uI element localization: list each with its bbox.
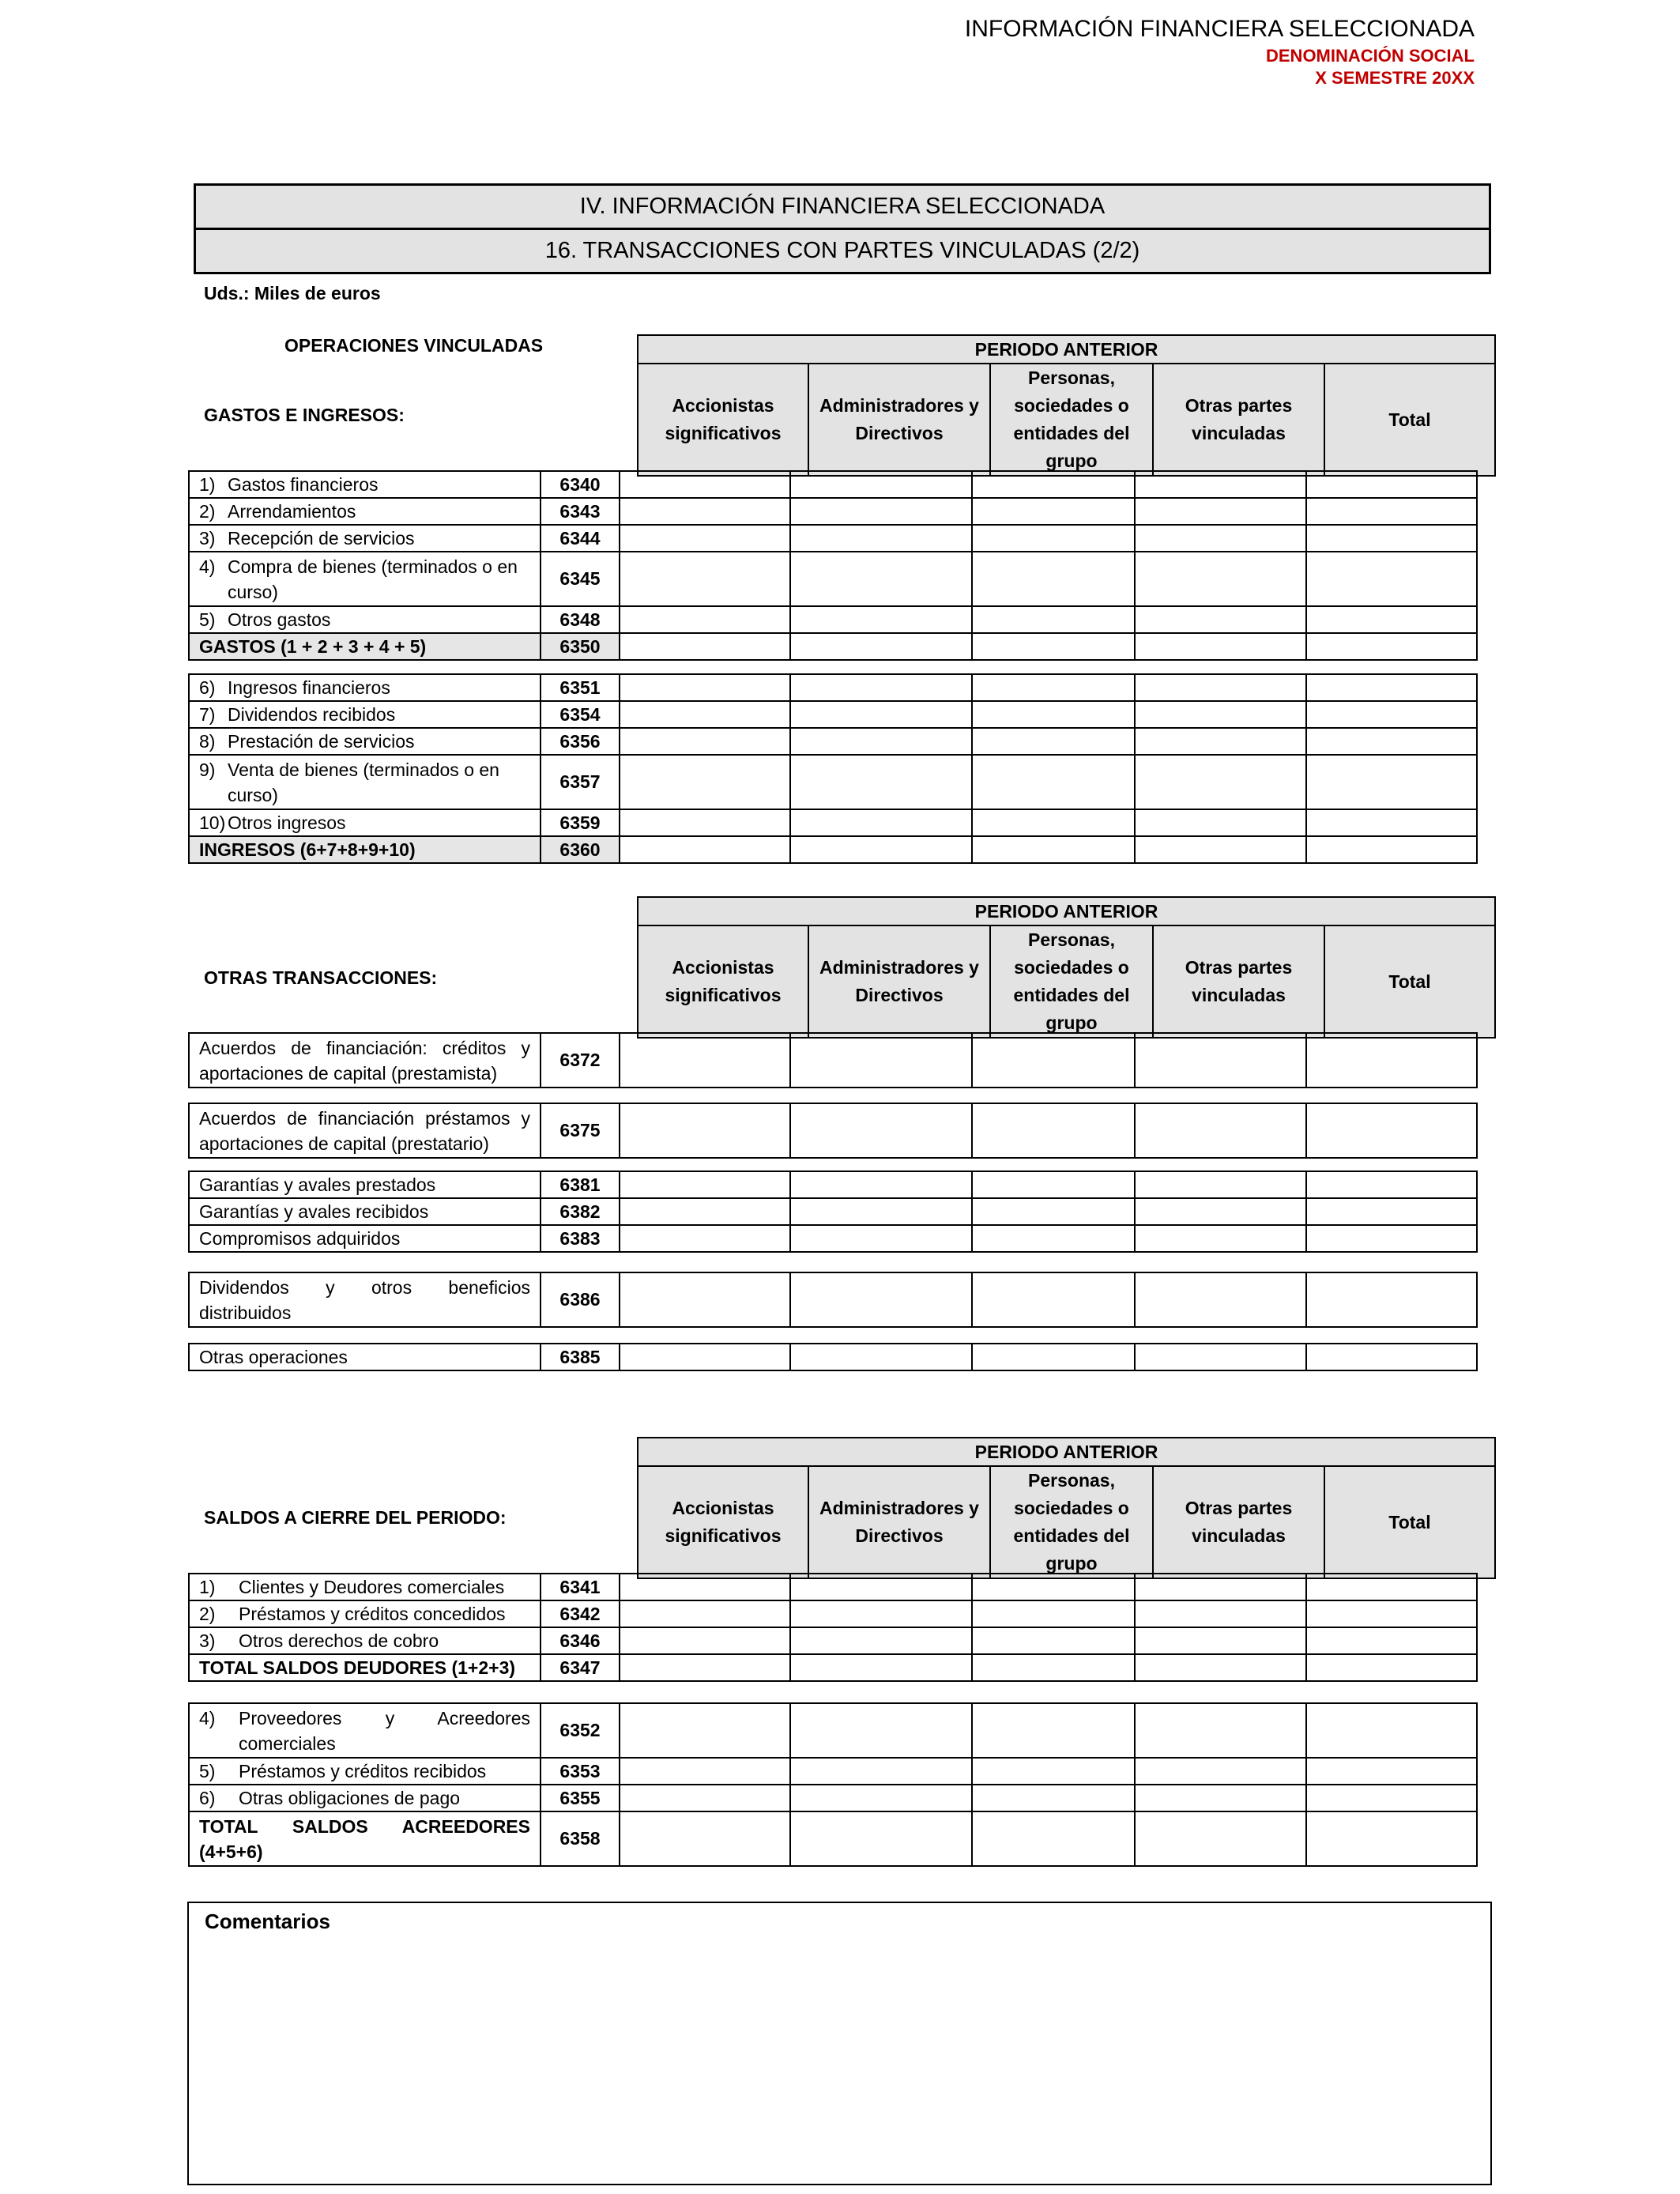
value-cell[interactable] [1135,1272,1306,1327]
value-cell[interactable] [620,1758,790,1785]
value-cell[interactable] [1306,1272,1477,1327]
value-cell[interactable] [1135,1225,1306,1252]
value-cell[interactable] [620,1811,790,1866]
saldos-label: SALDOS A CIERRE DEL PERIODO: [204,1507,507,1528]
value-cell[interactable] [1135,1654,1306,1681]
value-cell[interactable] [1306,1225,1477,1252]
value-cell[interactable] [620,1344,790,1370]
row-label: 1) Clientes y Deudores comerciales [189,1574,541,1600]
value-cell[interactable] [1306,1103,1477,1158]
value-cell[interactable] [1306,701,1477,728]
value-cell[interactable] [620,1654,790,1681]
row-code: 6350 [541,633,620,660]
row-code: 6346 [541,1627,620,1654]
row-label: 3) Otros derechos de cobro [189,1627,541,1654]
value-cell[interactable] [1306,1758,1477,1785]
value-cell[interactable] [1135,525,1306,552]
col-accionistas: Accionistas significativos [638,925,808,1038]
value-cell[interactable] [620,525,790,552]
value-cell[interactable] [972,1574,1135,1600]
value-cell[interactable] [1306,809,1477,836]
table-row [189,1600,1477,1627]
value-cell[interactable] [620,1627,790,1654]
table-row [189,1627,1477,1654]
value-cell[interactable] [1135,755,1306,809]
row-code: 6343 [541,498,620,525]
value-cell[interactable] [972,1785,1135,1811]
value-cell[interactable] [790,498,972,525]
value-cell[interactable] [1135,728,1306,755]
total-row [189,633,1477,660]
table-row [189,1574,1477,1600]
table-row [189,1225,1477,1252]
value-cell[interactable] [620,1703,790,1758]
value-cell[interactable] [972,1627,1135,1654]
row-code: 6345 [541,552,620,606]
table-row [189,552,1477,606]
row-code: 6340 [541,471,620,498]
value-cell[interactable] [972,633,1135,660]
value-cell[interactable] [972,525,1135,552]
row-code: 6354 [541,701,620,728]
value-cell[interactable] [790,471,972,498]
row-label: Dividendos y otros beneficios distribuidos [189,1272,541,1327]
value-cell[interactable] [972,728,1135,755]
table-row [189,1272,1477,1327]
row-label: 5) Préstamos y créditos recibidos [189,1758,541,1785]
value-cell[interactable] [1306,728,1477,755]
row-label: Acuerdos de financiación préstamos y aportaciones de capital (prestatario) [189,1103,541,1158]
row-label: 10) Otros ingresos [189,809,541,836]
value-cell[interactable] [972,1171,1135,1198]
value-cell[interactable] [620,1198,790,1225]
row-label: 9) Venta de bienes (terminados o en curso) [189,755,541,809]
value-cell[interactable] [972,498,1135,525]
row-code: 6375 [541,1103,620,1158]
value-cell[interactable] [620,1225,790,1252]
total-label: GASTOS (1 + 2 + 3 + 4 + 5) [189,633,541,660]
value-cell[interactable] [1306,836,1477,863]
row-label: 8) Prestación de servicios [189,728,541,755]
row-label: Garantías y avales recibidos [189,1198,541,1225]
row-label: Acuerdos de financiación: créditos y aportaciones de capital (prestamista) [189,1033,541,1088]
value-cell[interactable] [1306,606,1477,633]
value-cell[interactable] [972,809,1135,836]
col-grupo: Personas, sociedades o entidades del grupo [990,925,1153,1038]
value-cell[interactable] [790,1703,972,1758]
table-row [189,1703,1477,1758]
table-row [189,755,1477,809]
value-cell[interactable] [1135,1103,1306,1158]
col-total: Total [1324,364,1495,476]
value-cell[interactable] [1135,809,1306,836]
value-cell[interactable] [790,1198,972,1225]
gastos-ingresos-label: GASTOS E INGRESOS: [204,405,405,425]
row-code: 6356 [541,728,620,755]
table-row [189,1171,1477,1198]
report-period: X SEMESTRE 20XX [1315,68,1475,88]
table-row [189,1198,1477,1225]
value-cell[interactable] [1135,1758,1306,1785]
value-cell[interactable] [620,701,790,728]
value-cell[interactable] [1306,1171,1477,1198]
value-cell[interactable] [972,701,1135,728]
value-cell[interactable] [1135,1785,1306,1811]
value-cell[interactable] [790,1344,972,1370]
row-code: 6341 [541,1574,620,1600]
table-row [189,525,1477,552]
table-row [189,606,1477,633]
value-cell[interactable] [1306,525,1477,552]
col-accionistas: Accionistas significativos [638,364,808,476]
value-cell[interactable] [972,755,1135,809]
value-cell[interactable] [972,1344,1135,1370]
ingresos-table [188,673,1478,864]
otras-table-3 [188,1171,1478,1253]
value-cell[interactable] [1135,1198,1306,1225]
row-code: 6357 [541,755,620,809]
value-cell[interactable] [972,1758,1135,1785]
value-cell[interactable] [1306,1654,1477,1681]
value-cell[interactable] [1306,471,1477,498]
value-cell[interactable] [790,633,972,660]
value-cell[interactable] [1135,633,1306,660]
col-administradores: Administradores y Directivos [808,364,990,476]
value-cell[interactable] [1306,1600,1477,1627]
value-cell[interactable] [972,1103,1135,1158]
value-cell[interactable] [790,836,972,863]
row-label: 3) Recepción de servicios [189,525,541,552]
value-cell[interactable] [1135,836,1306,863]
row-code: 6385 [541,1344,620,1370]
value-cell[interactable] [1306,1344,1477,1370]
row-label: 2) Préstamos y créditos concedidos [189,1600,541,1627]
value-cell[interactable] [620,674,790,701]
value-cell[interactable] [620,1103,790,1158]
value-cell[interactable] [1306,1574,1477,1600]
value-cell[interactable] [1306,1033,1477,1088]
row-label: 1) Gastos financieros [189,471,541,498]
otras-table-1 [188,1032,1478,1088]
row-label: 6) Otras obligaciones de pago [189,1785,541,1811]
value-cell[interactable] [620,809,790,836]
value-cell[interactable] [972,1225,1135,1252]
value-cell[interactable] [790,1103,972,1158]
col-administradores: Administradores y Directivos [808,1466,990,1578]
column-header-saldos [637,1437,1496,1579]
value-cell[interactable] [1306,1627,1477,1654]
row-code: 6342 [541,1600,620,1627]
report-header-title: INFORMACIÓN FINANCIERA SELECCIONADA [964,16,1475,42]
value-cell[interactable] [790,755,972,809]
value-cell[interactable] [1306,633,1477,660]
value-cell[interactable] [620,1272,790,1327]
otras-table-2 [188,1103,1478,1159]
value-cell[interactable] [620,471,790,498]
otras-table-5 [188,1343,1478,1371]
otras-table-4 [188,1272,1478,1328]
total-label: TOTAL SALDOS DEUDORES (1+2+3) [189,1654,541,1681]
row-code: 6381 [541,1171,620,1198]
value-cell[interactable] [972,1654,1135,1681]
col-accionistas: Accionistas significativos [638,1466,808,1578]
value-cell[interactable] [1135,1033,1306,1088]
row-code: 6383 [541,1225,620,1252]
table-row [189,1344,1477,1370]
value-cell[interactable] [1135,1344,1306,1370]
col-otras-partes: Otras partes vinculadas [1153,1466,1324,1578]
value-cell[interactable] [972,606,1135,633]
value-cell[interactable] [1135,552,1306,606]
value-cell[interactable] [620,1033,790,1088]
row-code: 6347 [541,1654,620,1681]
period-header: PERIODO ANTERIOR [638,335,1495,364]
row-code: 6358 [541,1811,620,1866]
value-cell[interactable] [1306,674,1477,701]
saldos-deudores-table [188,1573,1478,1682]
value-cell[interactable] [1306,1703,1477,1758]
row-code: 6348 [541,606,620,633]
period-header: PERIODO ANTERIOR [638,897,1495,925]
row-label: Garantías y avales prestados [189,1171,541,1198]
row-label: 2) Arrendamientos [189,498,541,525]
comments-box[interactable] [187,1902,1492,2185]
value-cell[interactable] [1135,701,1306,728]
value-cell[interactable] [1306,1785,1477,1811]
total-row [189,1654,1477,1681]
value-cell[interactable] [1306,1811,1477,1866]
table-row [189,1033,1477,1088]
value-cell[interactable] [1135,1171,1306,1198]
col-otras-partes: Otras partes vinculadas [1153,364,1324,476]
value-cell[interactable] [972,674,1135,701]
value-cell[interactable] [1306,498,1477,525]
table-row [189,1758,1477,1785]
value-cell[interactable] [790,1654,972,1681]
value-cell[interactable] [790,1600,972,1627]
table-row [189,701,1477,728]
value-cell[interactable] [790,1272,972,1327]
col-administradores: Administradores y Directivos [808,925,990,1038]
table-row [189,728,1477,755]
saldos-acreedores-table [188,1702,1478,1867]
value-cell[interactable] [790,728,972,755]
value-cell[interactable] [620,633,790,660]
row-label: 6) Ingresos financieros [189,674,541,701]
value-cell[interactable] [1135,606,1306,633]
value-cell[interactable] [790,552,972,606]
otras-transacciones-label: OTRAS TRANSACCIONES: [204,967,438,988]
company-name: DENOMINACIÓN SOCIAL [1266,46,1475,66]
total-row [189,1811,1477,1866]
value-cell[interactable] [972,1272,1135,1327]
value-cell[interactable] [790,1627,972,1654]
value-cell[interactable] [1135,1811,1306,1866]
column-header-otras [637,896,1496,1039]
value-cell[interactable] [790,1225,972,1252]
value-cell[interactable] [1135,471,1306,498]
value-cell[interactable] [620,728,790,755]
title-box [194,183,1491,274]
operations-label: OPERACIONES VINCULADAS [284,335,544,356]
col-total: Total [1324,1466,1495,1578]
total-row [189,836,1477,863]
row-code: 6352 [541,1703,620,1758]
value-cell[interactable] [790,525,972,552]
section-title: IV. INFORMACIÓN FINANCIERA SELECCIONADA [579,194,1106,219]
value-cell[interactable] [620,498,790,525]
value-cell[interactable] [972,836,1135,863]
table-row [189,1785,1477,1811]
row-label: Otras operaciones [189,1344,541,1370]
row-label: 7) Dividendos recibidos [189,701,541,728]
value-cell[interactable] [620,1574,790,1600]
value-cell[interactable] [790,674,972,701]
row-label: 4) Proveedores y Acreedores comerciales [189,1703,541,1758]
column-header-gastos [637,334,1496,477]
row-code: 6386 [541,1272,620,1327]
row-code: 6360 [541,836,620,863]
row-code: 6359 [541,809,620,836]
value-cell[interactable] [972,471,1135,498]
value-cell[interactable] [790,1171,972,1198]
col-otras-partes: Otras partes vinculadas [1153,925,1324,1038]
table-row [189,498,1477,525]
value-cell[interactable] [620,1600,790,1627]
total-label: TOTAL SALDOS ACREEDORES (4+5+6) [189,1811,541,1866]
row-label: Compromisos adquiridos [189,1225,541,1252]
table-row [189,809,1477,836]
col-grupo: Personas, sociedades o entidades del grupo [990,364,1153,476]
period-header: PERIODO ANTERIOR [638,1438,1495,1466]
value-cell[interactable] [790,1033,972,1088]
value-cell[interactable] [972,1811,1135,1866]
row-code: 6344 [541,525,620,552]
value-cell[interactable] [972,1703,1135,1758]
value-cell[interactable] [972,1600,1135,1627]
row-label: 4) Compra de bienes (terminados o en curso) [189,552,541,606]
value-cell[interactable] [620,1171,790,1198]
value-cell[interactable] [790,1574,972,1600]
value-cell[interactable] [790,701,972,728]
value-cell[interactable] [972,1033,1135,1088]
value-cell[interactable] [620,1785,790,1811]
row-code: 6353 [541,1758,620,1785]
value-cell[interactable] [790,809,972,836]
value-cell[interactable] [790,606,972,633]
value-cell[interactable] [1135,1627,1306,1654]
value-cell[interactable] [620,836,790,863]
value-cell[interactable] [790,1758,972,1785]
value-cell[interactable] [972,552,1135,606]
row-code: 6355 [541,1785,620,1811]
table-row [189,674,1477,701]
value-cell[interactable] [1306,1198,1477,1225]
table-row [189,471,1477,498]
value-cell[interactable] [1306,755,1477,809]
value-cell[interactable] [1135,674,1306,701]
row-code: 6372 [541,1033,620,1088]
value-cell[interactable] [790,1785,972,1811]
units-label: Uds.: Miles de euros [204,283,381,303]
col-total: Total [1324,925,1495,1038]
value-cell[interactable] [620,755,790,809]
row-label: 5) Otros gastos [189,606,541,633]
gastos-table [188,470,1478,661]
value-cell[interactable] [620,606,790,633]
value-cell[interactable] [1135,498,1306,525]
table-row [189,1103,1477,1158]
value-cell[interactable] [620,552,790,606]
comments-label: Comentarios [205,1909,330,1933]
subsection-title: 16. TRANSACCIONES CON PARTES VINCULADAS (2/2) [196,228,1489,272]
value-cell[interactable] [1306,552,1477,606]
value-cell[interactable] [790,1811,972,1866]
value-cell[interactable] [1135,1574,1306,1600]
row-code: 6382 [541,1198,620,1225]
row-code: 6351 [541,674,620,701]
col-grupo: Personas, sociedades o entidades del grupo [990,1466,1153,1578]
value-cell[interactable] [972,1198,1135,1225]
value-cell[interactable] [1135,1703,1306,1758]
total-label: INGRESOS (6+7+8+9+10) [189,836,541,863]
value-cell[interactable] [1135,1600,1306,1627]
